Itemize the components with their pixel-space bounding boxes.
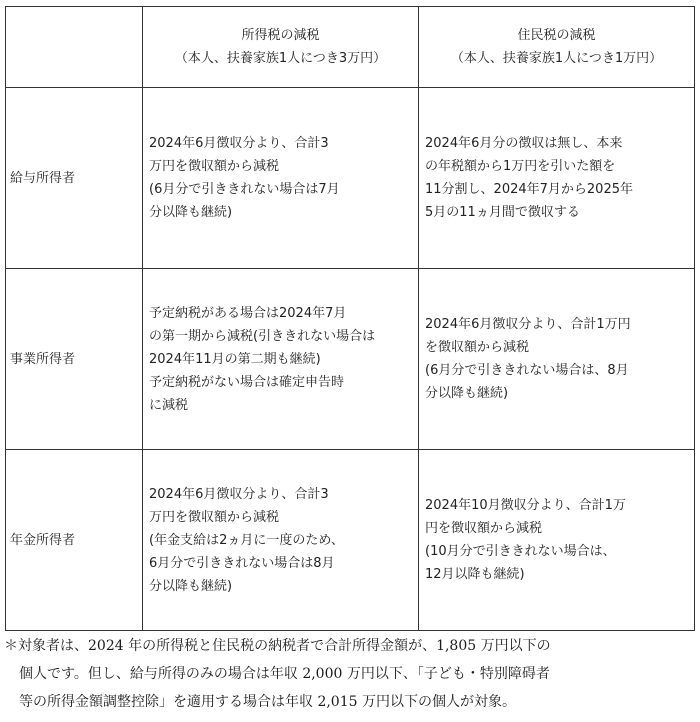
cell-line: 2024年10月徴収分より、合計1万 (425, 498, 626, 513)
income-tax-cell (143, 269, 419, 450)
cell-line: (10月分で引ききれない場合は、 (425, 544, 616, 559)
cell-line: 6月分で引ききれない場合は8月 (149, 555, 335, 571)
cell-line: 12月以降も継続) (425, 567, 525, 582)
cell-line: 円を徴収額から減税 (425, 521, 543, 536)
header-resident-tax (419, 7, 695, 88)
cell-line: 2024年6月徴収分より、合計3 (149, 136, 329, 151)
tax-reduction-table (5, 6, 695, 631)
header-empty-cell (6, 7, 143, 88)
cell-line: の第一期から減税(引ききれない場合は (149, 328, 376, 344)
table-row-pension (6, 450, 695, 631)
cell-line: 予定納税がある場合は2024年7月 (149, 305, 347, 321)
cell-line: (6月分で引ききれない場合は、8月 (425, 363, 629, 378)
cell-line: 分以降も継続) (425, 386, 509, 401)
footnote-line: ＊対象者は、2024 年の所得税と住民税の納税者で合計所得金額が、1,805 万円以下の (4, 638, 551, 654)
cell-line: 5月の11ヵ月間で徴収する (425, 205, 580, 220)
header-income-tax-title: 所得税の減税 (241, 28, 320, 43)
cell-line: 万円を徴収額から減税 (149, 159, 280, 174)
header-resident-tax-title: 住民税の減税 (517, 28, 596, 43)
header-income-tax-note: （本人、扶養家族1人につき3万円） (174, 51, 387, 66)
header-income-tax (143, 7, 419, 88)
row-label: 年金所得者 (6, 450, 143, 631)
table-header-row (6, 7, 695, 88)
cell-line: 分以降も継続) (149, 578, 233, 594)
cell-line: (年金支給は2ヵ月に一度のため、 (149, 532, 344, 548)
table-row-salary (6, 88, 695, 269)
cell-line: 万円を徴収額から減税 (149, 509, 280, 525)
resident-tax-cell (419, 269, 695, 450)
cell-line: 2024年6月徴収分より、合計3 (149, 486, 329, 502)
footnote-line: 個人です。但し、給与所得のみの場合は年収 2,000 万円以下、「子ども・特別障碍者 (19, 666, 550, 682)
resident-tax-cell (419, 450, 695, 631)
cell-line: 予定納税がない場合は確定申告時 (149, 374, 345, 390)
cell-line: 2024年6月分の徴収は無し、本来 (425, 136, 623, 151)
cell-line: を徴収額から減税 (425, 340, 530, 355)
cell-line: 11分割し、2024年7月から2025年 (425, 182, 633, 197)
cell-line: 分以降も継続) (149, 205, 233, 220)
footnote-line: 等の所得金額調整控除」を適用する場合は年収 2,015 万円以下の個人が対象。 (19, 694, 516, 710)
income-tax-cell (143, 88, 419, 269)
cell-line: (6月分で引ききれない場合は7月 (149, 182, 340, 197)
cell-line: 2024年11月の第二期も継続) (149, 351, 321, 367)
cell-line: に減税 (149, 397, 189, 413)
row-label: 事業所得者 (6, 269, 143, 450)
table-row-business (6, 269, 695, 450)
income-tax-cell (143, 450, 419, 631)
footnote (4, 632, 696, 716)
resident-tax-cell (419, 88, 695, 269)
cell-line: 2024年6月徴収分より、合計1万円 (425, 317, 631, 332)
row-label: 給与所得者 (6, 88, 143, 269)
cell-line: の年税額から1万円を引いた額を (425, 159, 616, 174)
header-resident-tax-note: （本人、扶養家族1人につき1万円） (450, 51, 663, 66)
